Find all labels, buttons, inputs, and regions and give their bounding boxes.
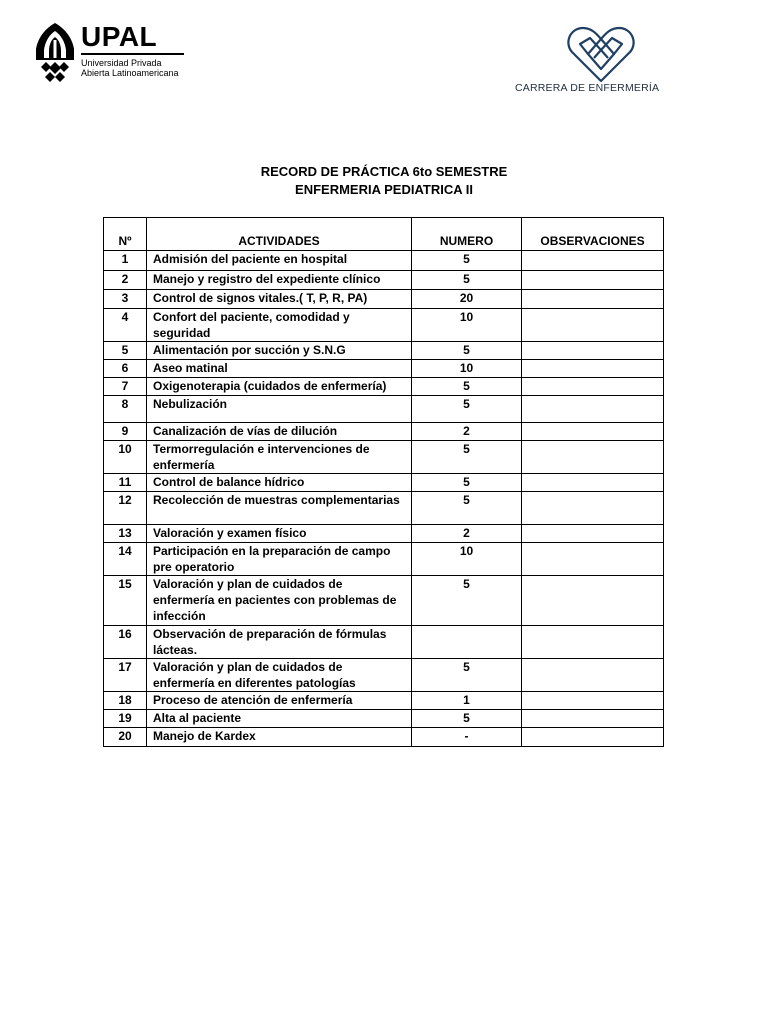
row-observations (522, 543, 664, 576)
row-observations (522, 290, 664, 309)
header-activity: ACTIVIDADES (147, 218, 412, 251)
upal-emblem-icon (34, 22, 76, 84)
table-row (104, 251, 664, 271)
row-count: 20 (412, 290, 522, 309)
table-row (104, 474, 664, 492)
row-activity: Control de signos vitales.( T, P, R, PA) (147, 290, 412, 309)
row-count: 2 (412, 423, 522, 441)
row-observations (522, 474, 664, 492)
row-activity: Proceso de atención de enfermería (147, 692, 412, 710)
header-num: Nº (104, 218, 147, 251)
row-number: 13 (104, 525, 147, 543)
table-row (104, 543, 664, 576)
row-count: 5 (412, 441, 522, 474)
row-activity: Observación de preparación de fórmulas lácteas. (147, 626, 412, 659)
row-activity: Termorregulación e intervenciones de enfermería (147, 441, 412, 474)
row-activity: Oxigenoterapia (cuidados de enfermería) (147, 378, 412, 396)
document-subtitle: ENFERMERIA PEDIATRICA II (295, 182, 473, 197)
row-number: 1 (104, 251, 147, 271)
row-number: 8 (104, 396, 147, 423)
row-activity: Aseo matinal (147, 360, 412, 378)
row-observations (522, 271, 664, 290)
row-observations (522, 251, 664, 271)
row-number: 18 (104, 692, 147, 710)
row-observations (522, 342, 664, 360)
upal-subtitle (81, 58, 179, 78)
table-row (104, 659, 664, 692)
career-label: CARRERA DE ENFERMERÍA (515, 82, 660, 94)
row-count: 5 (412, 492, 522, 525)
table-row (104, 378, 664, 396)
career-logo (510, 24, 660, 96)
row-activity: Control de balance hídrico (147, 474, 412, 492)
row-count: 5 (412, 396, 522, 423)
row-number: 16 (104, 626, 147, 659)
header-count: NUMERO (412, 218, 522, 251)
table-row (104, 309, 664, 342)
table-row (104, 492, 664, 525)
table-row (104, 576, 664, 626)
row-activity: Alimentación por succión y S.N.G (147, 342, 412, 360)
table-row (104, 423, 664, 441)
row-count: 1 (412, 692, 522, 710)
row-count: 5 (412, 474, 522, 492)
row-number: 3 (104, 290, 147, 309)
row-activity: Canalización de vías de dilución (147, 423, 412, 441)
row-observations (522, 525, 664, 543)
row-observations (522, 576, 664, 626)
row-count: 5 (412, 271, 522, 290)
row-number: 14 (104, 543, 147, 576)
row-activity: Admisión del paciente en hospital (147, 251, 412, 271)
table-body (104, 251, 664, 747)
row-observations (522, 378, 664, 396)
row-observations (522, 659, 664, 692)
row-observations (522, 728, 664, 747)
row-activity: Recolección de muestras complementarias (147, 492, 412, 525)
row-count: 5 (412, 710, 522, 728)
table-row (104, 396, 664, 423)
row-activity: Participación en la preparación de campo pre operatorio (147, 543, 412, 576)
row-number: 4 (104, 309, 147, 342)
row-observations (522, 626, 664, 659)
row-number: 15 (104, 576, 147, 626)
row-number: 5 (104, 342, 147, 360)
row-activity: Valoración y examen físico (147, 525, 412, 543)
row-count: 5 (412, 378, 522, 396)
row-number: 12 (104, 492, 147, 525)
row-observations (522, 309, 664, 342)
row-number: 17 (104, 659, 147, 692)
row-number: 2 (104, 271, 147, 290)
row-activity: Confort del paciente, comodidad y seguridad (147, 309, 412, 342)
practice-record-table (103, 217, 664, 747)
table-row (104, 728, 664, 747)
row-count (412, 626, 522, 659)
row-activity: Manejo de Kardex (147, 728, 412, 747)
upal-subtitle-line1: Universidad Privada (81, 58, 162, 68)
upal-subtitle-line2: Abierta Latinoamericana (81, 68, 179, 78)
header-observations: OBSERVACIONES (522, 218, 664, 251)
row-observations (522, 492, 664, 525)
row-activity: Manejo y registro del expediente clínico (147, 271, 412, 290)
row-number: 6 (104, 360, 147, 378)
row-number: 7 (104, 378, 147, 396)
table-row (104, 441, 664, 474)
row-count: 10 (412, 360, 522, 378)
table-row (104, 290, 664, 309)
row-activity: Alta al paciente (147, 710, 412, 728)
table-row (104, 710, 664, 728)
table-row (104, 525, 664, 543)
table-row (104, 342, 664, 360)
row-count: 5 (412, 576, 522, 626)
row-observations (522, 441, 664, 474)
row-number: 10 (104, 441, 147, 474)
row-number: 20 (104, 728, 147, 747)
table-row (104, 692, 664, 710)
row-count: 5 (412, 342, 522, 360)
row-observations (522, 423, 664, 441)
table-row (104, 271, 664, 290)
row-activity: Valoración y plan de cuidados de enfermería en diferentes patologías (147, 659, 412, 692)
row-observations (522, 710, 664, 728)
row-observations (522, 692, 664, 710)
upal-title: UPAL (81, 21, 158, 52)
row-observations (522, 360, 664, 378)
row-number: 9 (104, 423, 147, 441)
row-count: 2 (412, 525, 522, 543)
table-row (104, 360, 664, 378)
upal-divider (81, 53, 184, 55)
row-number: 11 (104, 474, 147, 492)
heart-knot-icon (566, 24, 636, 84)
row-count: 5 (412, 251, 522, 271)
table-header-row (104, 218, 664, 251)
row-number: 19 (104, 710, 147, 728)
row-count: 5 (412, 659, 522, 692)
document-title: RECORD DE PRÁCTICA 6to SEMESTRE (260, 164, 508, 179)
row-observations (522, 396, 664, 423)
upal-logo (34, 22, 194, 86)
row-count: 10 (412, 309, 522, 342)
row-activity: Valoración y plan de cuidados de enfermería en pacientes con problemas de infección (147, 576, 412, 626)
row-activity: Nebulización (147, 396, 412, 423)
table-row (104, 626, 664, 659)
row-count: 10 (412, 543, 522, 576)
row-count: - (412, 728, 522, 747)
